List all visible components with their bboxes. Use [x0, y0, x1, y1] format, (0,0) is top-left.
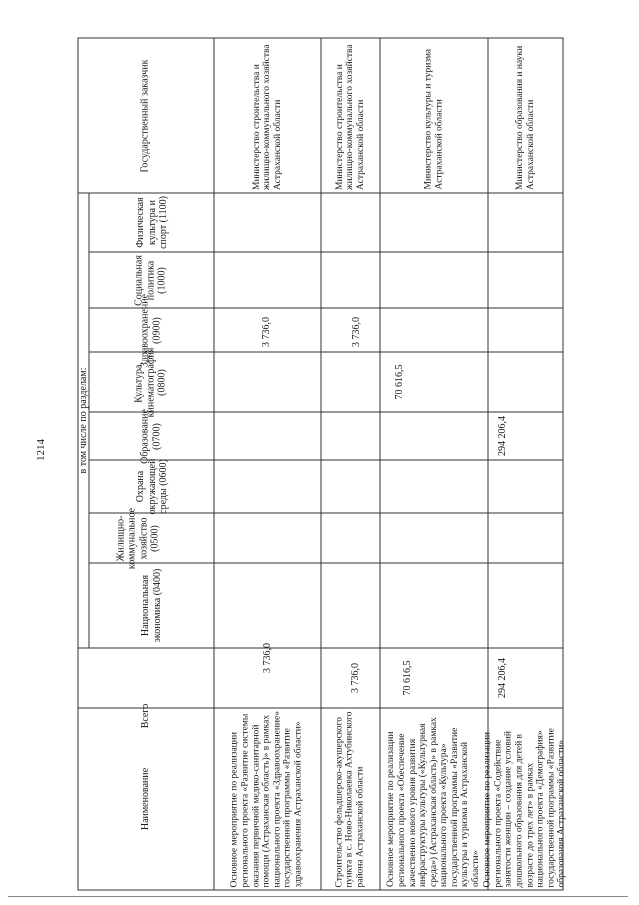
header-section-0800: Культура, кинематография (0800): [133, 347, 168, 418]
row-2-customer: Министерство строительства и жилищно-коммунального хозяйства Астраханской области: [334, 44, 366, 190]
row-3-name: Основное мероприятие по реализации регионального проекта «Обеспечение качественно нового уровня развития инфраструктуры культуры («Культурная среда») (Астраханская область)» в рамках национального проекта «Культура» государственной программы «Развитие культуры и туризма в Астраханской области»: [386, 717, 482, 887]
row-1-health: 3 736,0: [261, 317, 273, 347]
header-section-0500: Жилищно-коммунальное хозяйство (0500): [115, 507, 161, 570]
row-3-culture: 70 616,5: [394, 364, 406, 400]
row-1-total: 3 736,0: [262, 643, 274, 673]
page-bottom-rule: [8, 896, 628, 897]
header-section-1000: Социальная политика (1000): [133, 255, 168, 306]
row-4-education: 294 206,4: [497, 416, 509, 456]
header-customer: Государственный заказчик: [139, 59, 151, 173]
page-number: 1214: [35, 439, 47, 461]
row-4-name: Основное мероприятие по реализации регионального проекта «Содействие занятости женщин – создание условий дошкольного образования для детей в возрасте до трех лет» в рамках национального проекта «Демография» государственной программы «Развитие образования Астраханской области»: [482, 728, 567, 888]
row-3-total: 70 616,5: [402, 660, 414, 696]
row-2-name: Строительство фельдшерско-акушерского пункта в с. Ново-Николаевка Ахтубинского района Астраханской области: [334, 711, 366, 888]
header-sections-group: в том числе по разделам:: [77, 367, 89, 474]
header-name: Наименование: [140, 767, 152, 831]
header-section-0700: Образование (0700): [139, 409, 162, 464]
row-2-health: 3 736,0: [351, 317, 363, 347]
header-section-0600: Охрана окружающей среды (0600): [135, 458, 170, 515]
header-section-0900: Здравоохранение (0900): [139, 293, 162, 368]
header-total: Всего: [140, 703, 152, 729]
header-section-0400: Национальная экономика (0400): [140, 568, 163, 643]
row-1-name: Основное мероприятие по реализации регионального проекта «Развитие системы оказания первичной медико-санитарной помощи (Астраханская область)» в рамках национального проекта «Здравоохранение» государственной программы «Развитие здравоохранения Астраханской области»: [229, 711, 304, 888]
header-section-1100: Физическая культура и спорт (1100): [135, 196, 170, 249]
row-4-total: 294 206,4: [497, 658, 509, 698]
row-1-customer: Министерство строительства и жилищно-коммунального хозяйства Астраханской области: [251, 44, 283, 190]
row-3-customer: Министерство культуры и туризма Астраханской области: [423, 48, 445, 190]
row-4-customer: Министерство образования и науки Астраханской области: [514, 45, 536, 190]
row-2-total: 3 736,0: [350, 663, 362, 693]
